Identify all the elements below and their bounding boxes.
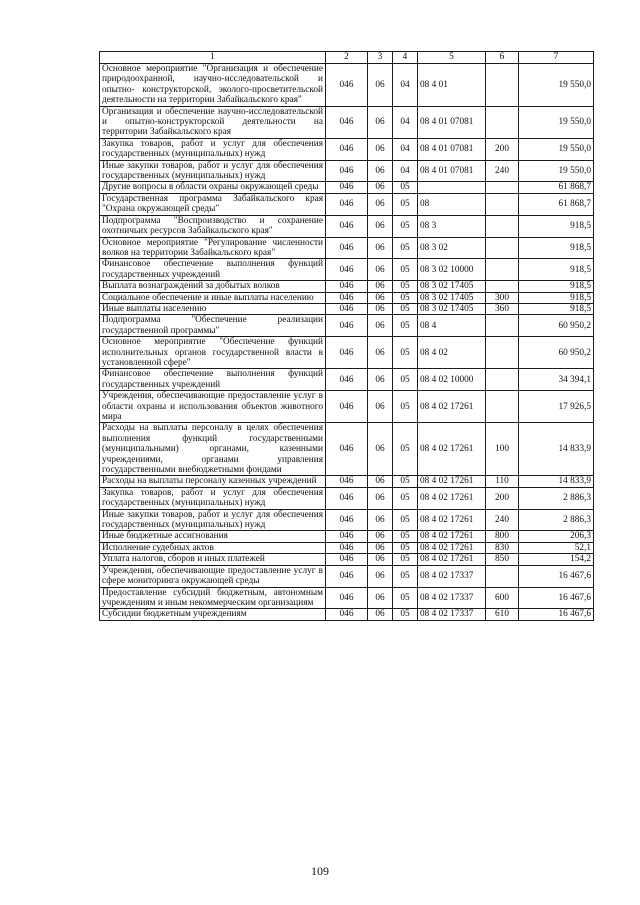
cell-expense-type xyxy=(486,259,519,281)
table-row xyxy=(100,509,594,531)
cell-admin-code: 046 xyxy=(326,565,368,587)
cell-amount: 17 926,5 xyxy=(519,391,594,423)
cell-amount: 14 833,9 xyxy=(519,423,594,476)
cell-subsection: 05 xyxy=(393,315,418,337)
cell-amount: 60 950,2 xyxy=(519,315,594,337)
cell-section: 06 xyxy=(368,315,393,337)
table-row xyxy=(100,609,594,620)
cell-section: 06 xyxy=(368,554,393,565)
cell-amount: 61 868,7 xyxy=(519,182,594,193)
cell-amount: 60 950,2 xyxy=(519,337,594,369)
cell-name: Исполнение судебных актов xyxy=(100,542,326,553)
cell-section: 06 xyxy=(368,587,393,609)
table-row xyxy=(100,292,594,303)
cell-admin-code: 046 xyxy=(326,64,368,107)
cell-subsection: 05 xyxy=(393,193,418,215)
cell-section: 06 xyxy=(368,565,393,587)
cell-target-item: 08 3 02 17405 xyxy=(418,303,486,314)
cell-amount: 918,5 xyxy=(519,292,594,303)
cell-expense-type: 110 xyxy=(486,476,519,487)
cell-target-item: 08 xyxy=(418,193,486,215)
cell-section: 06 xyxy=(368,64,393,107)
cell-target-item: 08 3 02 xyxy=(418,237,486,259)
cell-amount: 14 833,9 xyxy=(519,476,594,487)
cell-expense-type: 360 xyxy=(486,303,519,314)
table-row xyxy=(100,542,594,553)
cell-subsection: 04 xyxy=(393,106,418,138)
cell-subsection: 05 xyxy=(393,609,418,620)
cell-subsection: 05 xyxy=(393,337,418,369)
cell-name: Основное мероприятие "Организация и обеспечение природоохранной, научно-исследовательской и опытно- конструкторской, эколого-просветительской деятельности на территории Забайкальского края" xyxy=(100,64,326,107)
cell-admin-code: 046 xyxy=(326,138,368,160)
cell-expense-type: 240 xyxy=(486,509,519,531)
cell-subsection: 05 xyxy=(393,476,418,487)
cell-expense-type xyxy=(486,391,519,423)
cell-admin-code: 046 xyxy=(326,609,368,620)
cell-expense-type xyxy=(486,64,519,107)
cell-target-item: 08 4 02 17337 xyxy=(418,587,486,609)
cell-expense-type xyxy=(486,315,519,337)
table-header-row xyxy=(100,52,594,64)
table-row xyxy=(100,281,594,292)
table-row xyxy=(100,64,594,107)
cell-target-item: 08 4 02 10000 xyxy=(418,369,486,391)
column-header-3: 3 xyxy=(368,52,393,64)
cell-target-item: 08 3 02 17405 xyxy=(418,281,486,292)
cell-target-item: 08 4 02 17337 xyxy=(418,609,486,620)
cell-expense-type xyxy=(486,237,519,259)
cell-subsection: 04 xyxy=(393,138,418,160)
cell-subsection: 05 xyxy=(393,509,418,531)
page-number: 109 xyxy=(311,864,329,878)
cell-admin-code: 046 xyxy=(326,315,368,337)
cell-section: 06 xyxy=(368,337,393,369)
cell-admin-code: 046 xyxy=(326,292,368,303)
cell-name: Иные закупки товаров, работ и услуг для обеспечения государственных (муниципальных) нужд xyxy=(100,160,326,182)
cell-admin-code: 046 xyxy=(326,281,368,292)
cell-section: 06 xyxy=(368,303,393,314)
cell-amount: 34 394,1 xyxy=(519,369,594,391)
cell-section: 06 xyxy=(368,237,393,259)
table-row xyxy=(100,391,594,423)
cell-admin-code: 046 xyxy=(326,106,368,138)
cell-amount: 918,5 xyxy=(519,259,594,281)
cell-expense-type xyxy=(486,106,519,138)
cell-subsection: 05 xyxy=(393,542,418,553)
table-row xyxy=(100,315,594,337)
cell-target-item: 08 4 02 17261 xyxy=(418,554,486,565)
cell-section: 06 xyxy=(368,487,393,509)
cell-subsection: 04 xyxy=(393,64,418,107)
cell-expense-type xyxy=(486,565,519,587)
cell-amount: 918,5 xyxy=(519,237,594,259)
cell-target-item: 08 4 02 17261 xyxy=(418,531,486,542)
cell-name: Расходы на выплаты персоналу в целях обеспечения выполнения функций государственными (муниципальными) органами, казенными учреждениями, органами управления государственными внебюджетными фондами xyxy=(100,423,326,476)
cell-subsection: 05 xyxy=(393,531,418,542)
cell-subsection: 05 xyxy=(393,281,418,292)
column-header-6: 6 xyxy=(486,52,519,64)
cell-section: 06 xyxy=(368,160,393,182)
cell-target-item: 08 4 01 07081 xyxy=(418,106,486,138)
cell-name: Закупка товаров, работ и услуг для обеспечения государственных (муниципальных) нужд xyxy=(100,487,326,509)
cell-section: 06 xyxy=(368,182,393,193)
cell-amount: 16 467,6 xyxy=(519,587,594,609)
cell-name: Подпрограмма "Воспроизводство и сохранение охотничьих ресурсов Забайкальского края" xyxy=(100,215,326,237)
cell-target-item: 08 3 xyxy=(418,215,486,237)
cell-section: 06 xyxy=(368,423,393,476)
cell-admin-code: 046 xyxy=(326,182,368,193)
cell-section: 06 xyxy=(368,292,393,303)
cell-subsection: 05 xyxy=(393,303,418,314)
cell-section: 06 xyxy=(368,215,393,237)
cell-name: Субсидии бюджетным учреждениям xyxy=(100,609,326,620)
cell-admin-code: 046 xyxy=(326,259,368,281)
cell-target-item: 08 4 02 17261 xyxy=(418,487,486,509)
cell-name: Иные бюджетные ассигнования xyxy=(100,531,326,542)
cell-name: Учреждения, обеспечивающие предоставление услуг в области охраны и использования объектов животного мира xyxy=(100,391,326,423)
cell-amount: 19 550,0 xyxy=(519,64,594,107)
cell-amount: 16 467,6 xyxy=(519,565,594,587)
cell-target-item xyxy=(418,182,486,193)
table-row xyxy=(100,182,594,193)
cell-name: Финансовое обеспечение выполнения функций государственных учреждений xyxy=(100,259,326,281)
cell-subsection: 05 xyxy=(393,587,418,609)
table-row xyxy=(100,237,594,259)
cell-amount: 2 886,3 xyxy=(519,509,594,531)
cell-target-item: 08 3 02 17405 xyxy=(418,292,486,303)
cell-amount: 19 550,0 xyxy=(519,106,594,138)
cell-subsection: 05 xyxy=(393,259,418,281)
table-row xyxy=(100,554,594,565)
cell-subsection: 05 xyxy=(393,391,418,423)
cell-target-item: 08 4 01 07081 xyxy=(418,160,486,182)
cell-name: Закупка товаров, работ и услуг для обеспечения государственных (муниципальных) нужд xyxy=(100,138,326,160)
cell-expense-type xyxy=(486,369,519,391)
cell-amount: 154,2 xyxy=(519,554,594,565)
cell-section: 06 xyxy=(368,259,393,281)
cell-amount: 16 467,6 xyxy=(519,609,594,620)
table-row xyxy=(100,587,594,609)
cell-target-item: 08 4 01 xyxy=(418,64,486,107)
cell-admin-code: 046 xyxy=(326,487,368,509)
cell-subsection: 05 xyxy=(393,565,418,587)
table-row xyxy=(100,215,594,237)
cell-section: 06 xyxy=(368,509,393,531)
cell-section: 06 xyxy=(368,391,393,423)
cell-target-item: 08 4 02 17261 xyxy=(418,391,486,423)
cell-section: 06 xyxy=(368,106,393,138)
table-row xyxy=(100,106,594,138)
cell-amount: 918,5 xyxy=(519,281,594,292)
cell-admin-code: 046 xyxy=(326,587,368,609)
column-header-7: 7 xyxy=(519,52,594,64)
cell-name: Основное мероприятие "Регулирование численности волков на территории Забайкальского края" xyxy=(100,237,326,259)
cell-subsection: 05 xyxy=(393,237,418,259)
cell-section: 06 xyxy=(368,193,393,215)
cell-subsection: 05 xyxy=(393,423,418,476)
cell-subsection: 05 xyxy=(393,554,418,565)
cell-section: 06 xyxy=(368,609,393,620)
cell-admin-code: 046 xyxy=(326,391,368,423)
cell-target-item: 08 4 02 xyxy=(418,337,486,369)
cell-target-item: 08 4 02 17261 xyxy=(418,423,486,476)
table-row xyxy=(100,487,594,509)
cell-section: 06 xyxy=(368,531,393,542)
cell-expense-type: 600 xyxy=(486,587,519,609)
cell-subsection: 05 xyxy=(393,182,418,193)
cell-subsection: 04 xyxy=(393,160,418,182)
cell-amount: 19 550,0 xyxy=(519,138,594,160)
table-row xyxy=(100,138,594,160)
cell-name: Расходы на выплаты персоналу казенных учреждений xyxy=(100,476,326,487)
cell-section: 06 xyxy=(368,369,393,391)
cell-name: Иные закупки товаров, работ и услуг для обеспечения государственных (муниципальных) нужд xyxy=(100,509,326,531)
column-header-4: 4 xyxy=(393,52,418,64)
cell-target-item: 08 4 02 17261 xyxy=(418,509,486,531)
cell-expense-type: 610 xyxy=(486,609,519,620)
table-row xyxy=(100,369,594,391)
cell-amount: 918,5 xyxy=(519,303,594,314)
cell-expense-type: 200 xyxy=(486,138,519,160)
table-row xyxy=(100,303,594,314)
cell-section: 06 xyxy=(368,476,393,487)
table-row xyxy=(100,423,594,476)
cell-expense-type xyxy=(486,281,519,292)
cell-expense-type xyxy=(486,215,519,237)
cell-admin-code: 046 xyxy=(326,369,368,391)
cell-expense-type: 200 xyxy=(486,487,519,509)
column-header-1: 1 xyxy=(100,52,326,64)
cell-admin-code: 046 xyxy=(326,193,368,215)
cell-target-item: 08 4 02 17261 xyxy=(418,542,486,553)
cell-expense-type: 800 xyxy=(486,531,519,542)
cell-expense-type: 100 xyxy=(486,423,519,476)
table-row xyxy=(100,476,594,487)
cell-expense-type: 240 xyxy=(486,160,519,182)
cell-admin-code: 046 xyxy=(326,476,368,487)
cell-expense-type xyxy=(486,182,519,193)
cell-section: 06 xyxy=(368,281,393,292)
cell-admin-code: 046 xyxy=(326,554,368,565)
table-row xyxy=(100,193,594,215)
cell-amount: 52,1 xyxy=(519,542,594,553)
cell-amount: 206,3 xyxy=(519,531,594,542)
cell-target-item: 08 3 02 10000 xyxy=(418,259,486,281)
cell-expense-type: 300 xyxy=(486,292,519,303)
budget-table xyxy=(99,51,594,621)
table-row xyxy=(100,531,594,542)
cell-subsection: 05 xyxy=(393,369,418,391)
cell-target-item: 08 4 02 17261 xyxy=(418,476,486,487)
cell-amount: 918,5 xyxy=(519,215,594,237)
cell-admin-code: 046 xyxy=(326,423,368,476)
cell-admin-code: 046 xyxy=(326,509,368,531)
cell-section: 06 xyxy=(368,138,393,160)
cell-target-item: 08 4 02 17337 xyxy=(418,565,486,587)
cell-name: Государственная программа Забайкальского края "Охрана окружающей среды" xyxy=(100,193,326,215)
cell-subsection: 05 xyxy=(393,487,418,509)
cell-section: 06 xyxy=(368,542,393,553)
cell-name: Основное мероприятие "Обеспечение функций исполнительных органов государственной власти в установленной сфере" xyxy=(100,337,326,369)
cell-name: Социальное обеспечение и иные выплаты населению xyxy=(100,292,326,303)
cell-name: Организация и обеспечение научно-исследовательской и опытно-конструкторской деятельности на территории Забайкальского края xyxy=(100,106,326,138)
cell-admin-code: 046 xyxy=(326,215,368,237)
column-header-2: 2 xyxy=(326,52,368,64)
cell-name: Подпрограмма "Обеспечение реализации государственной программы" xyxy=(100,315,326,337)
table-row xyxy=(100,160,594,182)
table-body xyxy=(100,64,594,621)
cell-subsection: 05 xyxy=(393,292,418,303)
cell-admin-code: 046 xyxy=(326,542,368,553)
table-row xyxy=(100,259,594,281)
cell-name: Уплата налогов, сборов и иных платежей xyxy=(100,554,326,565)
column-header-5: 5 xyxy=(418,52,486,64)
cell-expense-type: 850 xyxy=(486,554,519,565)
cell-name: Иные выплаты населению xyxy=(100,303,326,314)
cell-admin-code: 046 xyxy=(326,237,368,259)
cell-amount: 19 550,0 xyxy=(519,160,594,182)
cell-expense-type xyxy=(486,337,519,369)
table-row xyxy=(100,337,594,369)
cell-name: Финансовое обеспечение выполнения функций государственных учреждений xyxy=(100,369,326,391)
cell-admin-code: 046 xyxy=(326,303,368,314)
table-row xyxy=(100,565,594,587)
cell-name: Другие вопросы в области охраны окружающей среды xyxy=(100,182,326,193)
cell-target-item: 08 4 xyxy=(418,315,486,337)
cell-name: Выплата вознаграждений за добытых волков xyxy=(100,281,326,292)
cell-target-item: 08 4 01 07081 xyxy=(418,138,486,160)
cell-expense-type xyxy=(486,193,519,215)
cell-admin-code: 046 xyxy=(326,337,368,369)
cell-amount: 2 886,3 xyxy=(519,487,594,509)
cell-admin-code: 046 xyxy=(326,160,368,182)
cell-amount: 61 868,7 xyxy=(519,193,594,215)
cell-admin-code: 046 xyxy=(326,531,368,542)
cell-name: Предоставление субсидий бюджетным, автономным учреждениям и иным некоммерческим организациям xyxy=(100,587,326,609)
cell-subsection: 05 xyxy=(393,215,418,237)
cell-name: Учреждения, обеспечивающие предоставление услуг в сфере мониторинга окружающей среды xyxy=(100,565,326,587)
cell-expense-type: 830 xyxy=(486,542,519,553)
